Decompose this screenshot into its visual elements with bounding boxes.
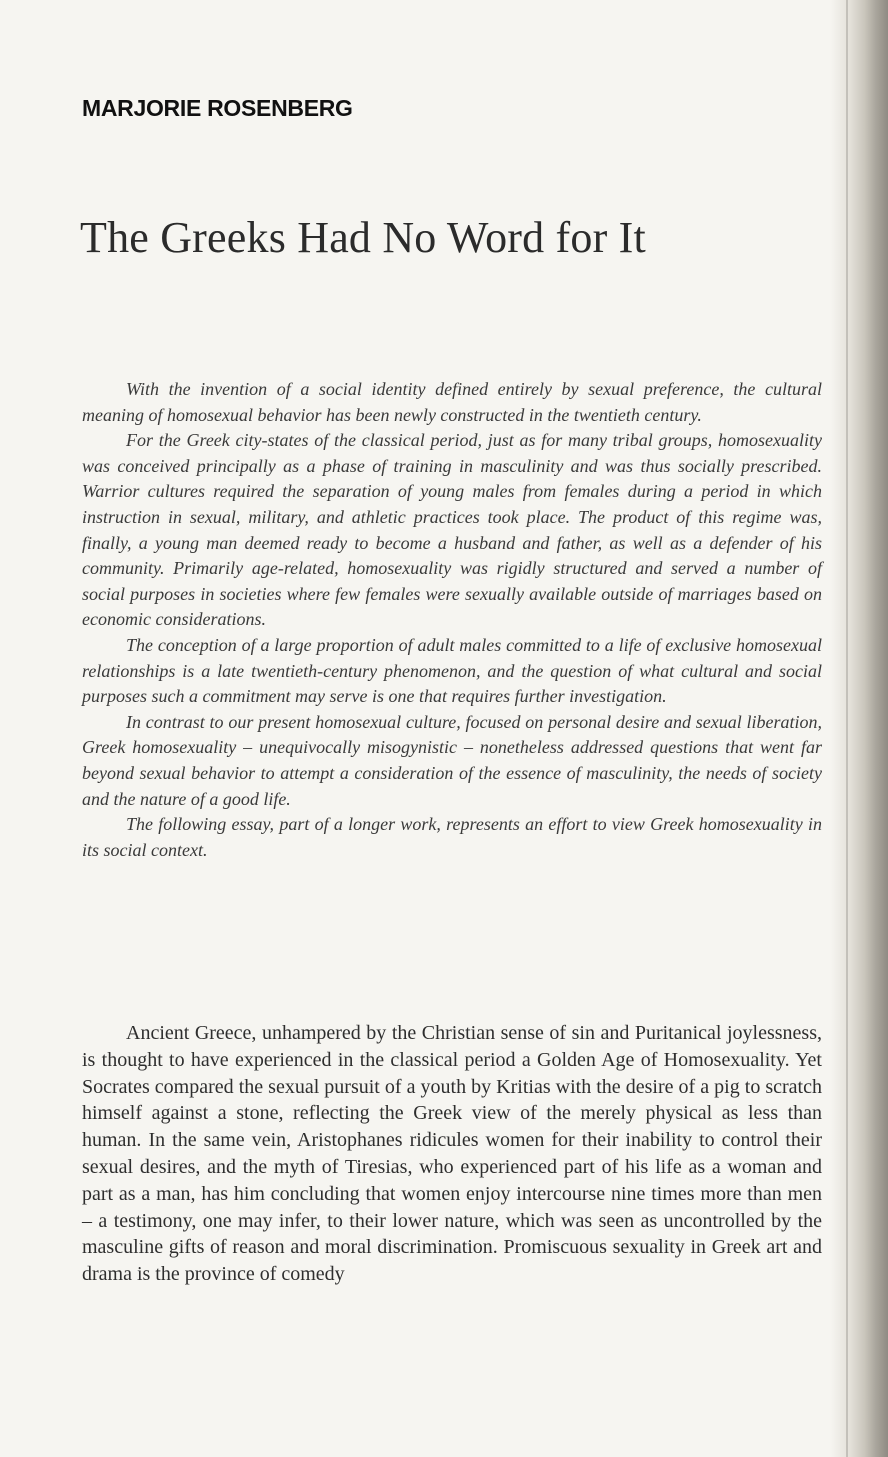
gutter-fold-line <box>846 0 848 1457</box>
body-text-block <box>82 1020 822 1288</box>
author-name: MARJORIE ROSENBERG <box>82 95 353 121</box>
abstract-paragraph: The conception of a large proportion of adult males committed to a life of exclusive homosexual relationships is a late twentieth-century phenomenon, and the question of what cultural and social purposes such a commitment may serve is one that requires further investigation. <box>82 634 822 707</box>
body-paragraph: Ancient Greece, unhampered by the Christian sense of sin and Puritanical joylessness, is thought to have experienced in the classical period a Golden Age of Homosexuality. Yet Socrates compared the sexual pursuit of a youth by Kritias with the desire of a pig to scratch himself against a stone, reflecting the Greek view of the merely physical as less than human. In the same vein, Aristophanes ridicules women for their inability to control their sexual desires, and the myth of Tiresias, who experienced part of his life as a woman and part as a man, has him concluding that women enjoy intercourse nine times more than men – a testimony, one may infer, to their lower nature, which was seen as uncontrolled by the masculine gifts of reason and moral discrimination. Promiscuous sexuality in Greek art and drama is the province of comedy <box>82 1022 822 1286</box>
abstract-paragraph: For the Greek city-states of the classical period, just as for many tribal groups, homosexuality was conceived principally as a phase of training in masculinity and was thus socially prescribed. Warrior cultures required the separation of young males from females during a period in which instruction in sexual, military, and athletic practices took place. The product of this regime was, finally, a young man deemed ready to become a husband and father, as well as a defender of his community. Primarily age-related, homosexuality was rigidly structured and served a number of social purposes in societies where few females were sexually available outside of marriages based on economic considerations. <box>82 430 822 630</box>
chapter-title: The Greeks Had No Word for It <box>80 213 646 262</box>
page-gutter-shadow <box>830 0 888 1457</box>
abstract-block <box>82 377 822 863</box>
abstract-paragraph: The following essay, part of a longer work, represents an effort to view Greek homosexuality in its social context. <box>82 814 822 860</box>
abstract-paragraph: With the invention of a social identity defined entirely by sexual preference, the cultural meaning of homosexual behavior has been newly constructed in the twentieth century. <box>82 379 822 425</box>
abstract-paragraph: In contrast to our present homosexual culture, focused on personal desire and sexual liberation, Greek homosexuality – unequivocally misogynistic – nonetheless addressed questions that went far beyond sexual behavior to attempt a consideration of the essence of masculinity, the needs of society and the nature of a good life. <box>82 711 822 809</box>
